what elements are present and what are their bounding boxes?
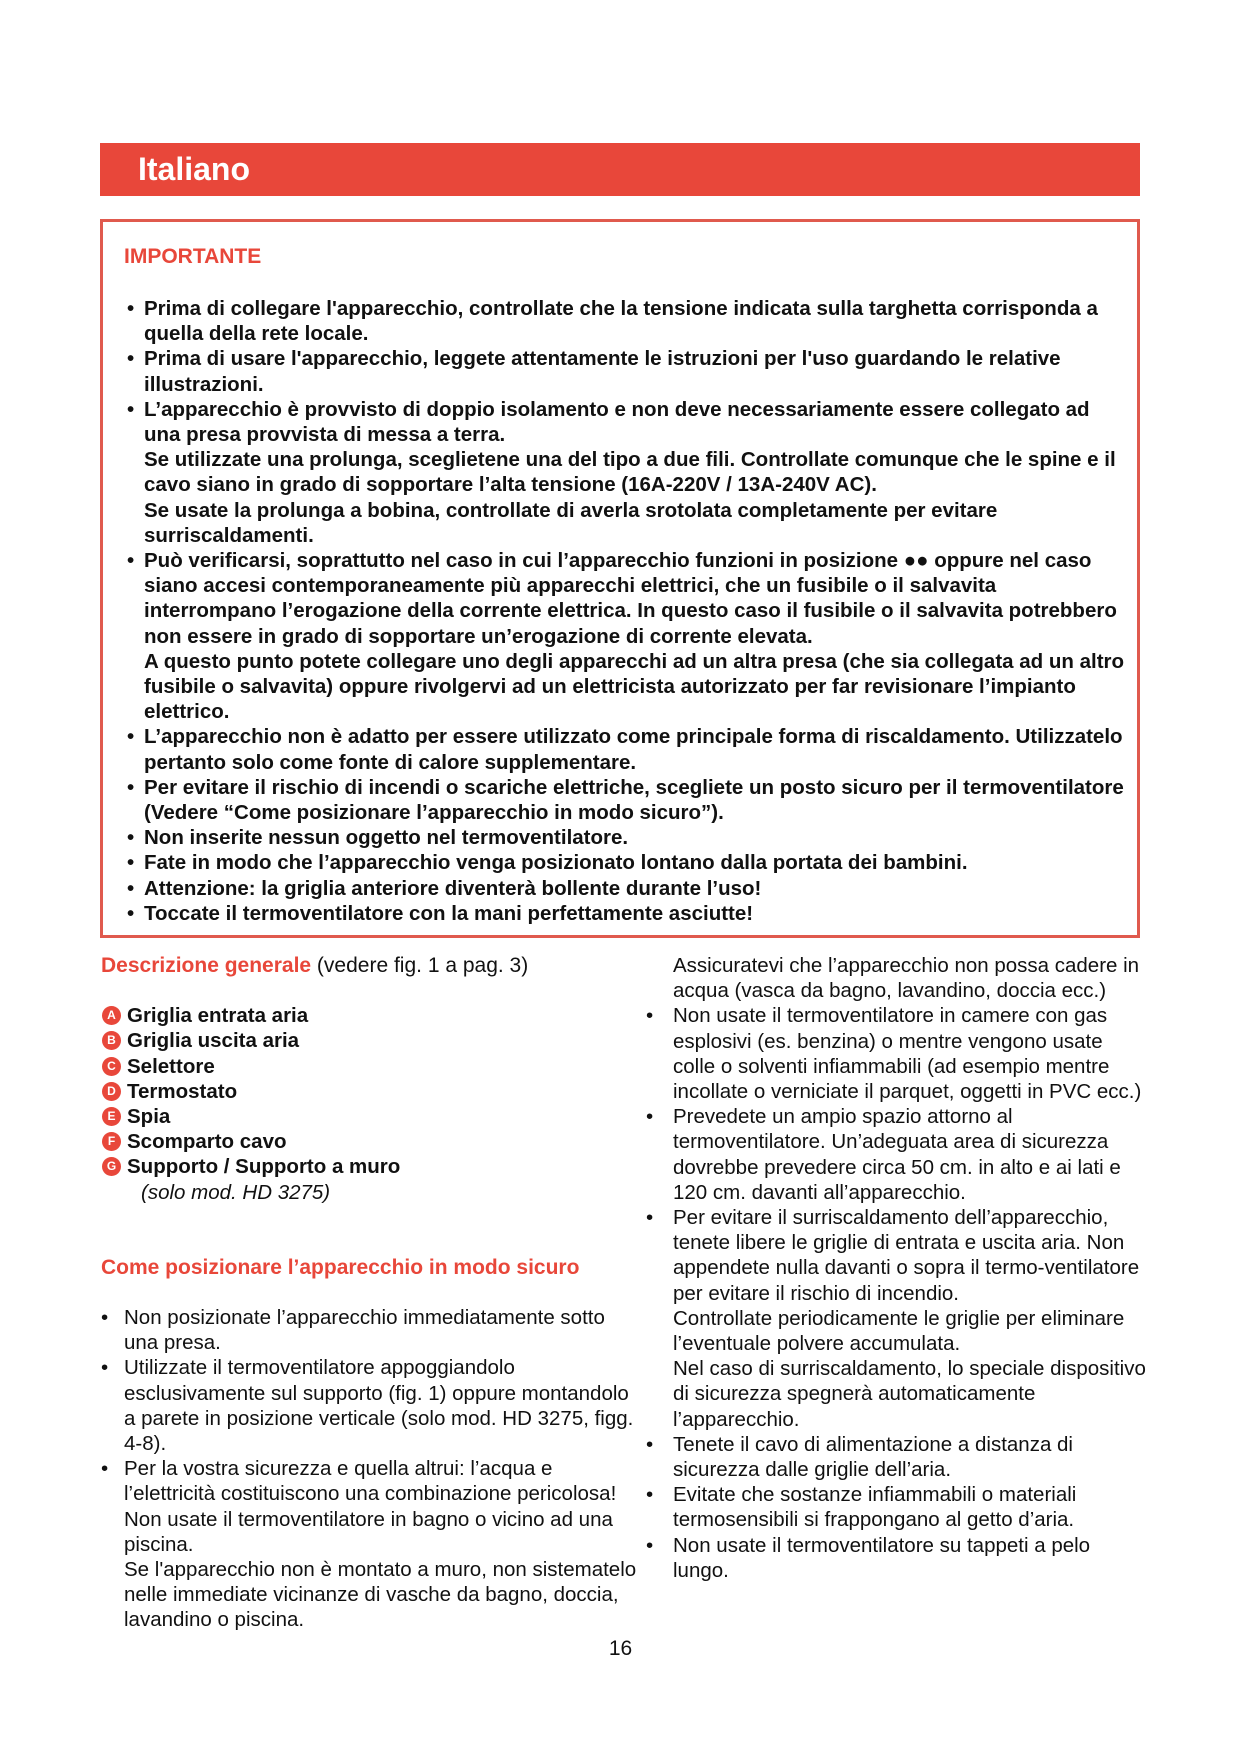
page-number: 16 [608,1637,633,1660]
list-item-text: • Non usate il termoventilatore in camere con gas esplosivi (es. benzina) o mentre vengono usate colle o solventi infiammabili (ad esempio mentre incollate o verniciate il parquet, oggetti in PVC ecc.) [673,1004,1142,1104]
list-item-text: • Evitate che sostanze infiammabili o materiali termosensibili si frappongano al getto d’aria. [673,1483,1077,1532]
list-item [101,1355,641,1456]
list-item-text: • Per evitare il surriscaldamento dell’apparecchio, tenete libere le griglie di entrata e uscita aria. Non appendete nulla davanti o sopra il termo-ventilatore per evitare il rischio di incendio. [673,1206,1140,1305]
part-letter-badge: A [102,1006,121,1025]
important-title: IMPORTANTE [124,245,262,268]
list-item-text: Se utilizzate una prolunga, sceglietene una del tipo a due fili. Controllate comunque che le spine e il cavo siano in grado di sopportare l’alta tensione (16A-220V / 13A-240V AC). [144,448,1116,497]
list-item [646,1003,1146,1104]
part-item [101,1104,641,1129]
description-heading [101,953,641,978]
list-item-text: Se l'apparecchio non è montato a muro, non sistematelo nelle immediate vicinanze di vasche da bagno, doccia, lavandino o piscina. [124,1558,637,1632]
part-item [101,1003,641,1028]
parts-list [101,1003,641,1205]
list-item [127,876,1127,901]
list-item-text: • Non usate il termoventilatore su tappeti a pelo lungo. [673,1533,1091,1582]
safety-title: Come posizionare l’apparecchio in modo sicuro [101,1255,580,1279]
list-item [127,825,1127,850]
description-ref: (vedere fig. 1 a pag. 3) [311,954,529,977]
part-label: Termostato [127,1079,238,1103]
list-item [101,1305,641,1355]
list-item-text: • Utilizzate il termoventilatore appoggiandolo esclusivamente sul supporto (fig. 1) oppure montandolo a parete in posizione verticale (solo mod. HD 3275, figg. 4-8). [124,1356,634,1456]
safety-list-right [646,1003,1146,1583]
list-item-text: • Per evitare il rischio di incendi o scariche elettriche, scegliete un posto sicuro per il termoventilatore (Vedere “Come posizionare l’apparecchio in modo sicuro”). [144,775,1124,825]
list-item-text: • Fate in modo che l’apparecchio venga posizionato lontano dalla portata dei bambini. [144,851,968,875]
list-item [646,1104,1146,1205]
list-item [127,296,1127,346]
list-item-text: • L’apparecchio non è adatto per essere utilizzato come principale forma di riscaldamento. Utilizzatelo pertanto solo come fonte di calore supplementare. [144,725,1123,774]
list-item [127,901,1127,926]
list-item-text: • Prima di usare l'apparecchio, leggete attentamente le istruzioni per l'uso guardando le relative illustrazioni. [144,347,1061,396]
list-item-text: • Prima di collegare l'apparecchio, controllate che la tensione indicata sulla targhetta corrisponda a quella della rete locale. [144,297,1098,346]
part-label: Griglia uscita aria [127,1029,300,1053]
list-item-text: • L’apparecchio è provvisto di doppio isolamento e non deve necessariamente essere collegato ad una presa provvista di messa a terra. [144,397,1090,447]
list-item [646,1205,1146,1432]
list-item [646,1482,1146,1532]
list-item-text: • Non posizionate l’apparecchio immediatamente sotto una presa. [124,1306,605,1355]
part-label: Supporto / Supporto a muro [127,1155,401,1179]
list-item-text: A questo punto potete collegare uno degli apparecchi ad un altra presa (che sia collegata ad un altro fusibile o salvavita) oppure rivolgervi ad un elettricista autorizzato per far revisionare l’impianto elettrico. [144,649,1125,724]
list-item-text: • Non inserite nessun oggetto nel termoventilatore. [144,826,629,850]
list-item-text: • Può verificarsi, soprattutto nel caso in cui l’apparecchio funzioni in posizione ●● oppure nel caso siano accesi contemporaneamente più apparecchi elettrici, che un fusibile o il salvavita interrompano l’erogazione della corrente elettrica. In questo caso il fusibile o il salvavita potrebbero non essere in grado di sopportare un’erogazione di corrente elevata. [144,549,1117,648]
list-item [646,1533,1146,1583]
left-column [101,953,641,1633]
list-item-text: • Tenete il cavo di alimentazione a distanza di sicurezza dalle griglie dell’aria. [673,1432,1073,1482]
list-item-text: • Toccate il termoventilatore con la mani perfettamente asciutte! [144,901,754,925]
part-letter-badge: E [102,1107,121,1126]
part-letter-badge: G [102,1157,121,1176]
language-banner [100,143,1140,196]
part-letter-badge: D [102,1082,121,1101]
list-item [101,1456,641,1632]
list-item [127,397,1127,548]
part-item [101,1054,641,1079]
part-letter-badge: B [102,1031,121,1050]
list-item-text: • Attenzione: la griglia anteriore diventerà bollente durante l’uso! [144,876,762,900]
part-item [101,1028,641,1053]
list-item [127,346,1127,396]
part-label: Selettore [127,1054,215,1078]
right-column [646,953,1146,1583]
part-item [101,1079,641,1104]
safety-list-left [101,1305,641,1633]
part-letter-badge: F [102,1132,121,1151]
list-item-text: • Prevedete un ampio spazio attorno al termoventilatore. Un’adeguata area di sicurezza dovrebbe prevedere circa 50 cm. in alto e ai lati e 120 cm. davanti all’apparecchio. [673,1105,1121,1204]
list-item-text: Controllate periodicamente le griglie per eliminare l’eventuale polvere accumulata. [673,1306,1125,1356]
part-label: Griglia entrata aria [127,1004,309,1028]
list-item [127,775,1127,825]
description-title: Descrizione generale [101,954,312,977]
list-item [127,548,1127,724]
list-item-text: Nel caso di surriscaldamento, lo speciale dispositivo di sicurezza spegnerà automaticamente l’apparecchio. [673,1357,1146,1431]
language-title: Italiano [138,151,251,187]
important-box [100,219,1140,938]
part-letter-badge: C [102,1057,121,1076]
safety-lead-text: Assicuratevi che l’apparecchio non possa cadere in acqua (vasca da bagno, lavandino, doccia ecc.) [673,954,1140,1003]
part-label: Scomparto cavo [127,1130,287,1154]
part-item [101,1129,641,1154]
part-item [101,1154,641,1204]
list-item-text: Se usate la prolunga a bobina, controllate di averla srotolata completamente per evitare surriscaldamenti. [144,498,998,547]
list-item [127,724,1127,774]
important-list [127,296,1127,926]
list-item [646,1432,1146,1482]
part-label: Spia [127,1105,171,1129]
list-item [127,850,1127,875]
part-note: (solo mod. HD 3275) [141,1180,331,1204]
list-item-text: • Per la vostra sicurezza e quella altrui: l’acqua e l’elettricità costituiscono una combinazione pericolosa! Non usate il termoventilatore in bagno o vicino ad una piscina. [124,1457,617,1556]
